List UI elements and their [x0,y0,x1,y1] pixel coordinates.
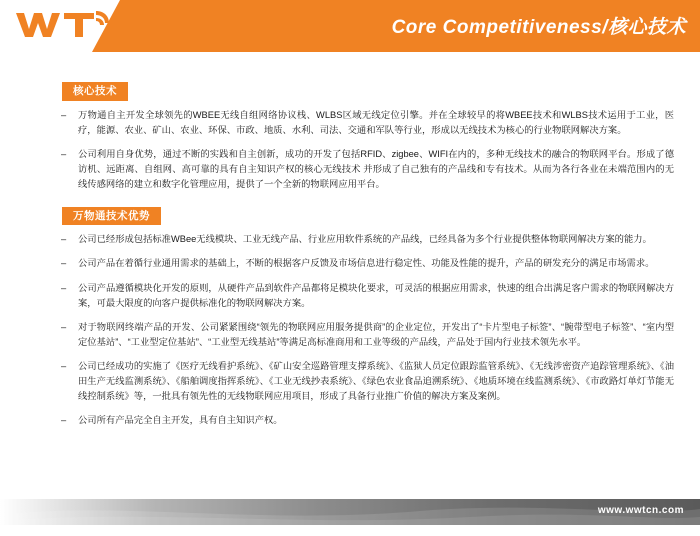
list-item [61,232,674,247]
list-item [61,256,674,271]
bullet-list-technical-advantages [0,232,700,427]
list-item [61,281,674,311]
page-title [392,12,686,39]
section-title-technical-advantages: 万物通技术优势 [62,207,161,226]
bullet-text: 公司已经成功的实施了《医疗无线看护系统》、《矿山安全巡路管理支撑系统》、《监狱人员定位跟踪监管系统》、《无线涉密资产追踪管理系统》、《油田生产无线监测系统》、《船舶调度指挥系统》、《工业无线抄表系统》、《绿色农业食品追溯系统》、《地质环境在线监测系统》、《市政路灯单灯节能无线控制系统》等，一批具有领先性的无线物联网应用项目，形成了具备行业推广价值的解决方案及案例。 [78,360,674,401]
page-title-separator: / [602,17,608,38]
list-item [61,413,674,428]
list-item [61,147,674,192]
bullet-dash-icon: – [61,414,67,425]
list-item [61,320,674,350]
bullet-dash-icon: – [61,234,67,245]
bullet-dash-icon: – [61,258,67,269]
footer-wave-decoration [0,499,700,525]
bullet-dash-icon: – [61,148,67,159]
list-item [61,359,674,404]
bullet-dash-icon: – [61,109,67,120]
bullet-text: 公司产品遵循模块化开发的原则，从硬件产品到软件产品都将足模块化要求，可灵活的根据应用需求，快速的组合出满足客户需求的物联网解决方案，可最大限度的向客户提供标准化的物联网解决方案。 [78,282,674,308]
page-header [0,0,700,52]
bullet-dash-icon: – [61,360,67,371]
bullet-text: 万物通自主开发全球领先的WBEE无线自组网络协议栈、WLBS区域无线定位引擎。并在全球较早的将WBEE技术和WLBS技术运用于工业，医疗，能源、农业、矿山、农业、环保、市政、地质、水利、司法、交通和军队等行业，形成以无线技术为核心的行业物联网解决方案。 [78,109,674,135]
bullet-text: 公司已经形成包括标准WBee无线模块、工业无线产品、行业应用软件系统的产品线，已经具备为多个行业提供整体物联网解决方案的能力。 [78,234,652,245]
bullet-text: 对于物联网终端产品的开发、公司紧紧围绕“领先的物联网应用服务提供商”的企业定位，开发出了“卡片型电子标签”、“腕带型电子标签”、“室内型定位基站”、“工业型定位基站”、“工业型无线基站”等满足高标准商用和工业等级的产品线，产品处于国内行业技术领先水平。 [78,321,674,347]
page-title-cn: 核心技术 [607,17,686,38]
company-logo [10,7,114,43]
page-title-en: Core Competitiveness [391,17,603,38]
bullet-text: 公司产品在着循行业通用需求的基础上，不断的根据客户反馈及市场信息进行稳定性、功能及性能的提升，产品的研发充分的满足市场需求。 [78,258,655,269]
section-core-technology [0,81,700,192]
bullet-text: 公司所有产品完全自主开发，具有自主知识产权。 [78,414,283,425]
bullet-dash-icon: – [61,321,67,332]
footer-website-url[interactable]: www.wwtcn.com [597,505,684,516]
page-content [0,81,700,536]
bullet-text: 公司利用自身优势，通过不断的实践和自主创新，成功的开发了包括RFID、zigbee、WIFI在内的，多种无线技术的融合的物联网平台。形成了德访机、远距离、自组网、高可靠的具有自主知识产权的核心无线技术 并形成了自己独有的产品线和专有技术。从而为各行各业在未端范围内的无线传感网络的建立和数字化管理应用，提供了一个全新的物联网应用平台。 [78,148,674,189]
section-title-core-technology: 核心技术 [62,82,128,101]
section-heading-wrap-2 [0,206,700,226]
section-heading-wrap-1 [0,81,700,101]
page-footer [0,499,700,525]
section-technical-advantages [0,206,700,428]
bullet-list-core-technology [0,108,700,192]
bullet-dash-icon: – [61,282,67,293]
list-item [61,108,674,138]
